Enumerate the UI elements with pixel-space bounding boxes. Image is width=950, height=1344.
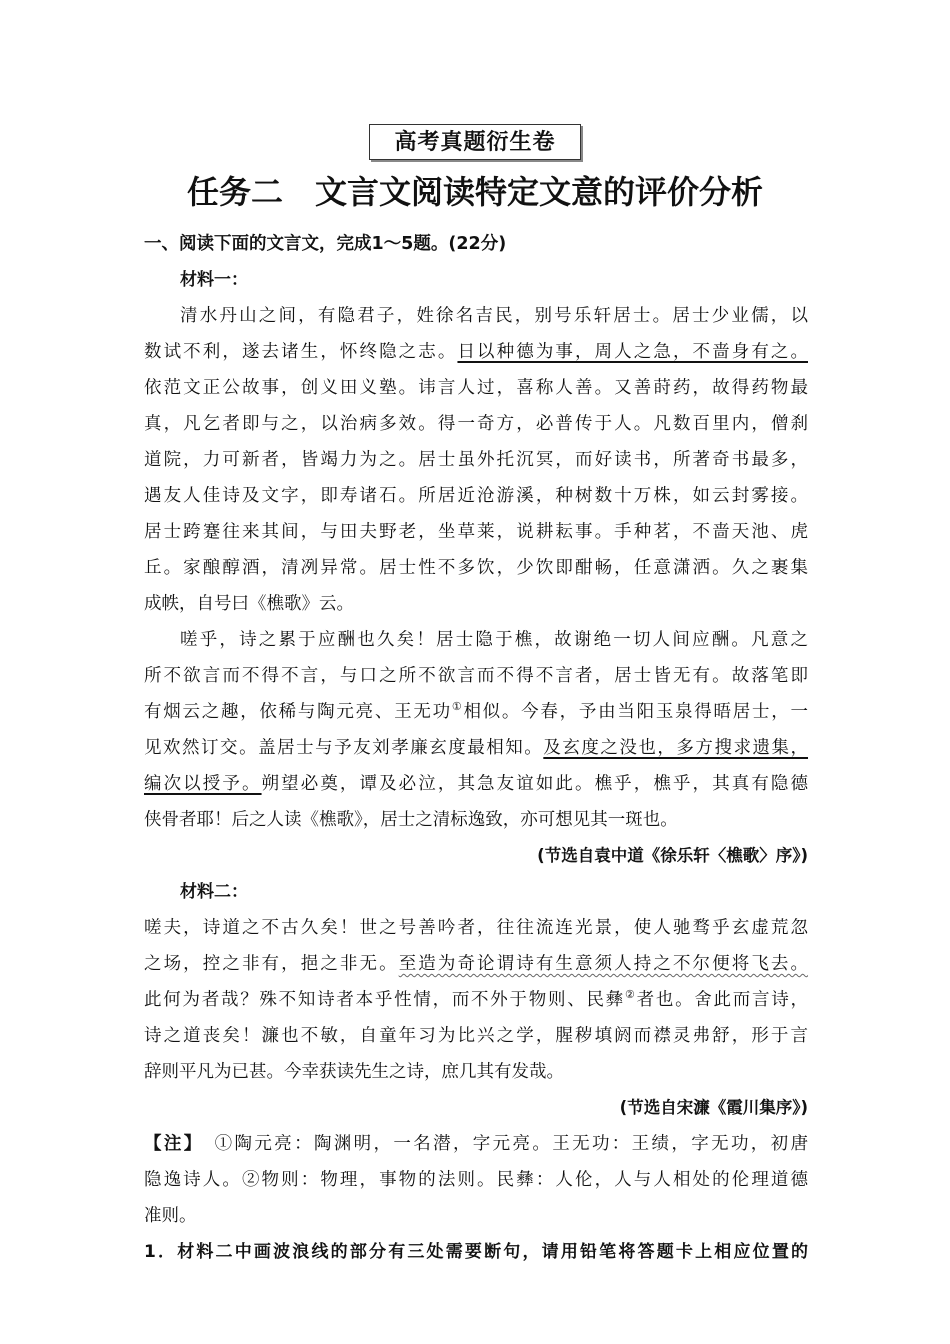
question-1: 1．材料二中画波浪线的部分有三处需要断句，请用铅笔将答题卡上相应位置的: [144, 1242, 808, 1262]
text-span: 此何为者哉？殊不知诗者本乎性情，而不外于物则、民彝: [144, 990, 625, 1010]
underlined-sentence: 及玄度之没也，多方搜求遗集，: [543, 738, 809, 758]
exam-tag-box: 高考真题衍生卷: [369, 124, 581, 160]
underlined-sentence: 日以种德为事，周人之急，不啬身有之。: [457, 342, 808, 362]
text-span: 有烟云之趣，依稀与陶元亮、王无功: [144, 702, 452, 722]
material1-p2-line: [144, 730, 808, 766]
underlined-sentence: 编次以授予。: [144, 774, 262, 794]
wavy-underlined-sentence: 至造为奇论谓诗有生意须人持之不尔便将飞去。: [398, 954, 809, 974]
notes-label: 【注】: [144, 1134, 195, 1154]
material1-p1-line: 依范文正公故事，创义田义塾。讳言人过，喜称人善。又善莳药，故得药物最: [144, 378, 808, 398]
material1-p1-line: 清水丹山之间，有隐君子，姓徐名吉民，别号乐轩居士。居士少业儒，以: [180, 306, 808, 326]
text-span: 相似。今春，予由当阳玉泉得晤居士，一: [463, 702, 808, 722]
footnote-marker: ①: [451, 700, 464, 714]
material1-p1-line: [144, 334, 808, 370]
text-span: 朔望必奠，谭及必泣，其急友谊如此。樵乎，樵乎，其真有隐德: [261, 774, 808, 794]
notes-line: [144, 1126, 808, 1162]
text-span: 者也。舍此而言诗，: [636, 990, 809, 1010]
material1-p1-line: 居士跨蹇往来其间，与田夫野老，坐草莱，说耕耘事。手种茗，不啬天池、虎: [144, 522, 808, 542]
material1-p1-line: 遇友人佳诗及文字，即寿诸石。所居近沧游溪，种树数十万株，如云封雾接。: [144, 486, 808, 506]
text-span: 见欢然订交。盖居士与予友刘孝廉玄度最相知。: [144, 738, 544, 758]
material1-p2-line: [144, 766, 808, 802]
material1-p2-line: [144, 694, 808, 730]
material2-line: 辞则平凡为已甚。今幸获读先生之诗，庶几其有发哉。: [144, 1062, 564, 1082]
material2-line: [144, 982, 808, 1018]
material2-line: 诗之道丧矣！濂也不敏，自童年习为比兴之学，腥秽填阏而襟灵弗舒，形于言: [144, 1026, 808, 1046]
text-span: ①陶元亮：陶渊明，一名潜，字元亮。王无功：王绩，字无功，初唐: [194, 1134, 809, 1154]
material1-label: 材料一：: [180, 270, 248, 290]
material2-label: 材料二：: [180, 882, 248, 902]
material2-line: [144, 946, 808, 982]
material2-source: (节选自宋濂《霞川集序》): [619, 1098, 808, 1117]
material1-source: (节选自袁中道《徐乐轩〈樵歌〉序》): [537, 846, 808, 865]
section-instruction: 一、阅读下面的文言文，完成1～5题。(22分): [144, 234, 507, 254]
notes-line: 准则。: [144, 1206, 197, 1226]
page-title: 任务二 文言文阅读特定文意的评价分析: [186, 173, 763, 211]
material1-p1-line: 丘。家酿醇酒，清冽异常。居士性不多饮，少饮即酣畅，任意潇洒。久之裹集: [144, 558, 808, 578]
material1-p2-line: 侠骨者耶！后之人读《樵歌》，居士之清标逸致，亦可想见其一斑也。: [144, 810, 678, 830]
document-body: [144, 226, 808, 1270]
material2-line: 嗟夫，诗道之不古久矣！世之号善吟者，往往流连光景，使人驰骛乎玄虚荒忽: [144, 918, 808, 938]
material1-p1-line: 道院，力可新者，皆竭力为之。居士虽外托沉冥，而好读书，所著奇书最多，: [144, 450, 808, 470]
material1-p1-line: 真，凡乞者即与之，以治病多效。得一奇方，必普传于人。凡数百里内，僧刹: [144, 414, 808, 434]
material1-p2-line: 所不欲言而不得不言，与口之所不欲言而不得不言者，居士皆无有。故落笔即: [144, 666, 808, 686]
material1-p1-line: 成帙，自号曰《樵歌》云。: [144, 594, 354, 614]
material1-p2-line: 嗟乎，诗之累于应酬也久矣！居士隐于樵，故谢绝一切人间应酬。凡意之: [180, 630, 808, 650]
footnote-marker: ②: [624, 988, 637, 1002]
notes-line: 隐逸诗人。②物则：物理，事物的法则。民彝：人伦，人与人相处的伦理道德: [144, 1170, 808, 1190]
text-span: 数试不利，遂去诸生，怀终隐之志。: [144, 342, 458, 362]
text-span: 之场，控之非有，挹之非无。: [144, 954, 399, 974]
